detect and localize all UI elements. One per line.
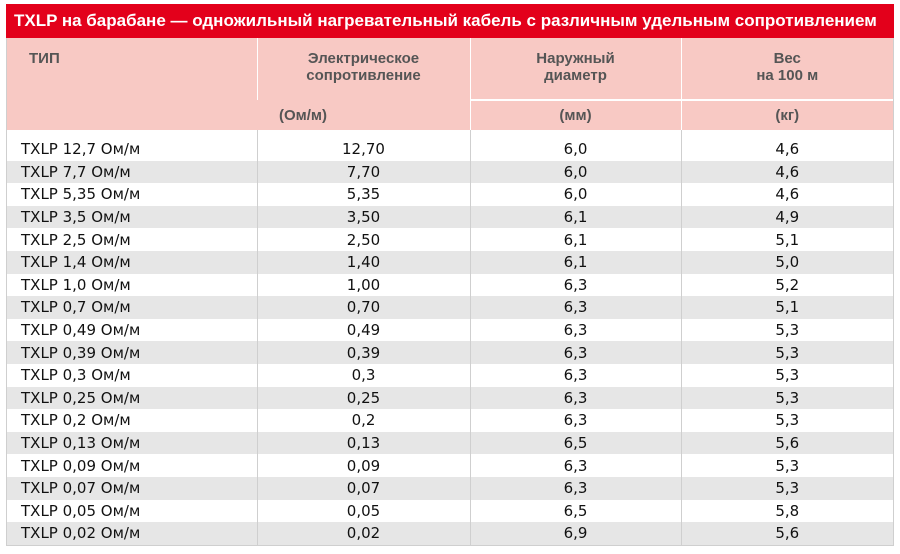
header-resistance-line1: Электрическое: [307, 50, 420, 67]
cell-diameter: 6,0: [470, 138, 681, 161]
table-row: [7, 341, 893, 364]
cell-type: TXLP 7,7 Ом/м: [7, 161, 257, 184]
cell-type: TXLP 12,7 Ом/м: [7, 138, 257, 161]
cell-diameter: 6,1: [470, 251, 681, 274]
cell-resistance: 0,02: [257, 522, 470, 545]
header-weight-line1: Вес: [773, 50, 801, 67]
table-row: [7, 387, 893, 410]
cell-resistance: 0,49: [257, 319, 470, 342]
cell-type: TXLP 0,07 Ом/м: [7, 477, 257, 500]
cell-diameter: 6,3: [470, 341, 681, 364]
cell-type: TXLP 5,35 Ом/м: [7, 183, 257, 206]
cell-weight: 5,3: [681, 477, 893, 500]
cell-diameter: 6,3: [470, 296, 681, 319]
cell-diameter: 6,3: [470, 319, 681, 342]
cell-weight: 5,3: [681, 341, 893, 364]
header-type: [7, 38, 257, 130]
cell-resistance: 0,05: [257, 500, 470, 523]
header-resistance-line2: сопротивление: [306, 67, 421, 84]
cell-type: TXLP 0,49 Ом/м: [7, 319, 257, 342]
cell-resistance: 1,00: [257, 274, 470, 297]
table-row: [7, 206, 893, 229]
cell-diameter: 6,1: [470, 206, 681, 229]
cell-resistance: 0,3: [257, 364, 470, 387]
table-row: [7, 183, 893, 206]
cell-diameter: 6,3: [470, 454, 681, 477]
cell-type: TXLP 0,39 Ом/м: [7, 341, 257, 364]
cell-weight: 5,8: [681, 500, 893, 523]
table-row: [7, 409, 893, 432]
cell-type: TXLP 0,02 Ом/м: [7, 522, 257, 545]
table-row: [7, 296, 893, 319]
cell-resistance: 0,25: [257, 387, 470, 410]
table-row: [7, 319, 893, 342]
cell-weight: 5,6: [681, 522, 893, 545]
cell-resistance: 0,13: [257, 432, 470, 455]
cell-weight: 5,0: [681, 251, 893, 274]
cell-type: TXLP 2,5 Ом/м: [7, 228, 257, 251]
unit-diameter: (мм): [470, 100, 681, 130]
cell-diameter: 6,3: [470, 409, 681, 432]
cell-weight: 4,9: [681, 206, 893, 229]
cell-weight: 5,3: [681, 454, 893, 477]
cell-weight: 4,6: [681, 161, 893, 184]
cell-type: TXLP 0,3 Ом/м: [7, 364, 257, 387]
cell-diameter: 6,0: [470, 161, 681, 184]
cell-diameter: 6,3: [470, 387, 681, 410]
cell-type: TXLP 3,5 Ом/м: [7, 206, 257, 229]
table-row: [7, 432, 893, 455]
table-body: [7, 130, 893, 545]
cell-diameter: 6,3: [470, 274, 681, 297]
cell-diameter: 6,0: [470, 183, 681, 206]
table-row: [7, 522, 893, 545]
table-row: [7, 454, 893, 477]
table-row: [7, 364, 893, 387]
table-row: [7, 161, 893, 184]
cell-type: TXLP 1,0 Ом/м: [7, 274, 257, 297]
table-row: [7, 477, 893, 500]
header-gap: [7, 130, 893, 138]
cell-weight: 4,6: [681, 138, 893, 161]
cell-weight: 5,3: [681, 319, 893, 342]
cell-resistance: 3,50: [257, 206, 470, 229]
cell-weight: 4,6: [681, 183, 893, 206]
cell-resistance: 12,70: [257, 138, 470, 161]
cell-weight: 5,6: [681, 432, 893, 455]
cell-weight: 5,1: [681, 228, 893, 251]
table-row: [7, 138, 893, 161]
cell-resistance: 0,2: [257, 409, 470, 432]
cell-resistance: 0,07: [257, 477, 470, 500]
cell-weight: 5,3: [681, 409, 893, 432]
cell-resistance: 2,50: [257, 228, 470, 251]
cell-resistance: 1,40: [257, 251, 470, 274]
cell-diameter: 6,5: [470, 432, 681, 455]
cell-weight: 5,3: [681, 364, 893, 387]
header-resistance: [257, 38, 470, 100]
table-row: [7, 274, 893, 297]
table-header: [7, 38, 893, 130]
cell-type: TXLP 0,05 Ом/м: [7, 500, 257, 523]
cell-resistance: 7,70: [257, 161, 470, 184]
cell-resistance: 0,39: [257, 341, 470, 364]
header-diameter-line2: диаметр: [544, 67, 607, 84]
cell-resistance: 5,35: [257, 183, 470, 206]
cable-spec-table: [7, 38, 893, 545]
cell-weight: 5,2: [681, 274, 893, 297]
cell-diameter: 6,3: [470, 364, 681, 387]
unit-resistance: (Ом/м): [257, 100, 470, 130]
cell-diameter: 6,3: [470, 477, 681, 500]
cell-diameter: 6,1: [470, 228, 681, 251]
cell-type: TXLP 0,7 Ом/м: [7, 296, 257, 319]
cell-weight: 5,3: [681, 387, 893, 410]
cell-type: TXLP 0,2 Ом/м: [7, 409, 257, 432]
table-row: [7, 251, 893, 274]
cell-type: TXLP 0,09 Ом/м: [7, 454, 257, 477]
cell-resistance: 0,70: [257, 296, 470, 319]
header-diameter: [470, 38, 681, 100]
table-row: [7, 500, 893, 523]
header-diameter-line1: Наружный: [536, 50, 615, 67]
table-row: [7, 228, 893, 251]
cell-resistance: 0,09: [257, 454, 470, 477]
cell-diameter: 6,5: [470, 500, 681, 523]
unit-weight: (кг): [681, 100, 893, 130]
cell-type: TXLP 0,13 Ом/м: [7, 432, 257, 455]
cell-type: TXLP 1,4 Ом/м: [7, 251, 257, 274]
table-title: TXLP на барабане — одножильный нагревательный кабель с различным удельным сопротивлением: [6, 4, 894, 38]
cell-diameter: 6,9: [470, 522, 681, 545]
header-type-label: ТИП: [29, 50, 60, 67]
cell-weight: 5,1: [681, 296, 893, 319]
table-frame: [6, 38, 894, 546]
header-weight-line2: на 100 м: [756, 67, 819, 84]
cell-type: TXLP 0,25 Ом/м: [7, 387, 257, 410]
header-weight: [681, 38, 893, 100]
